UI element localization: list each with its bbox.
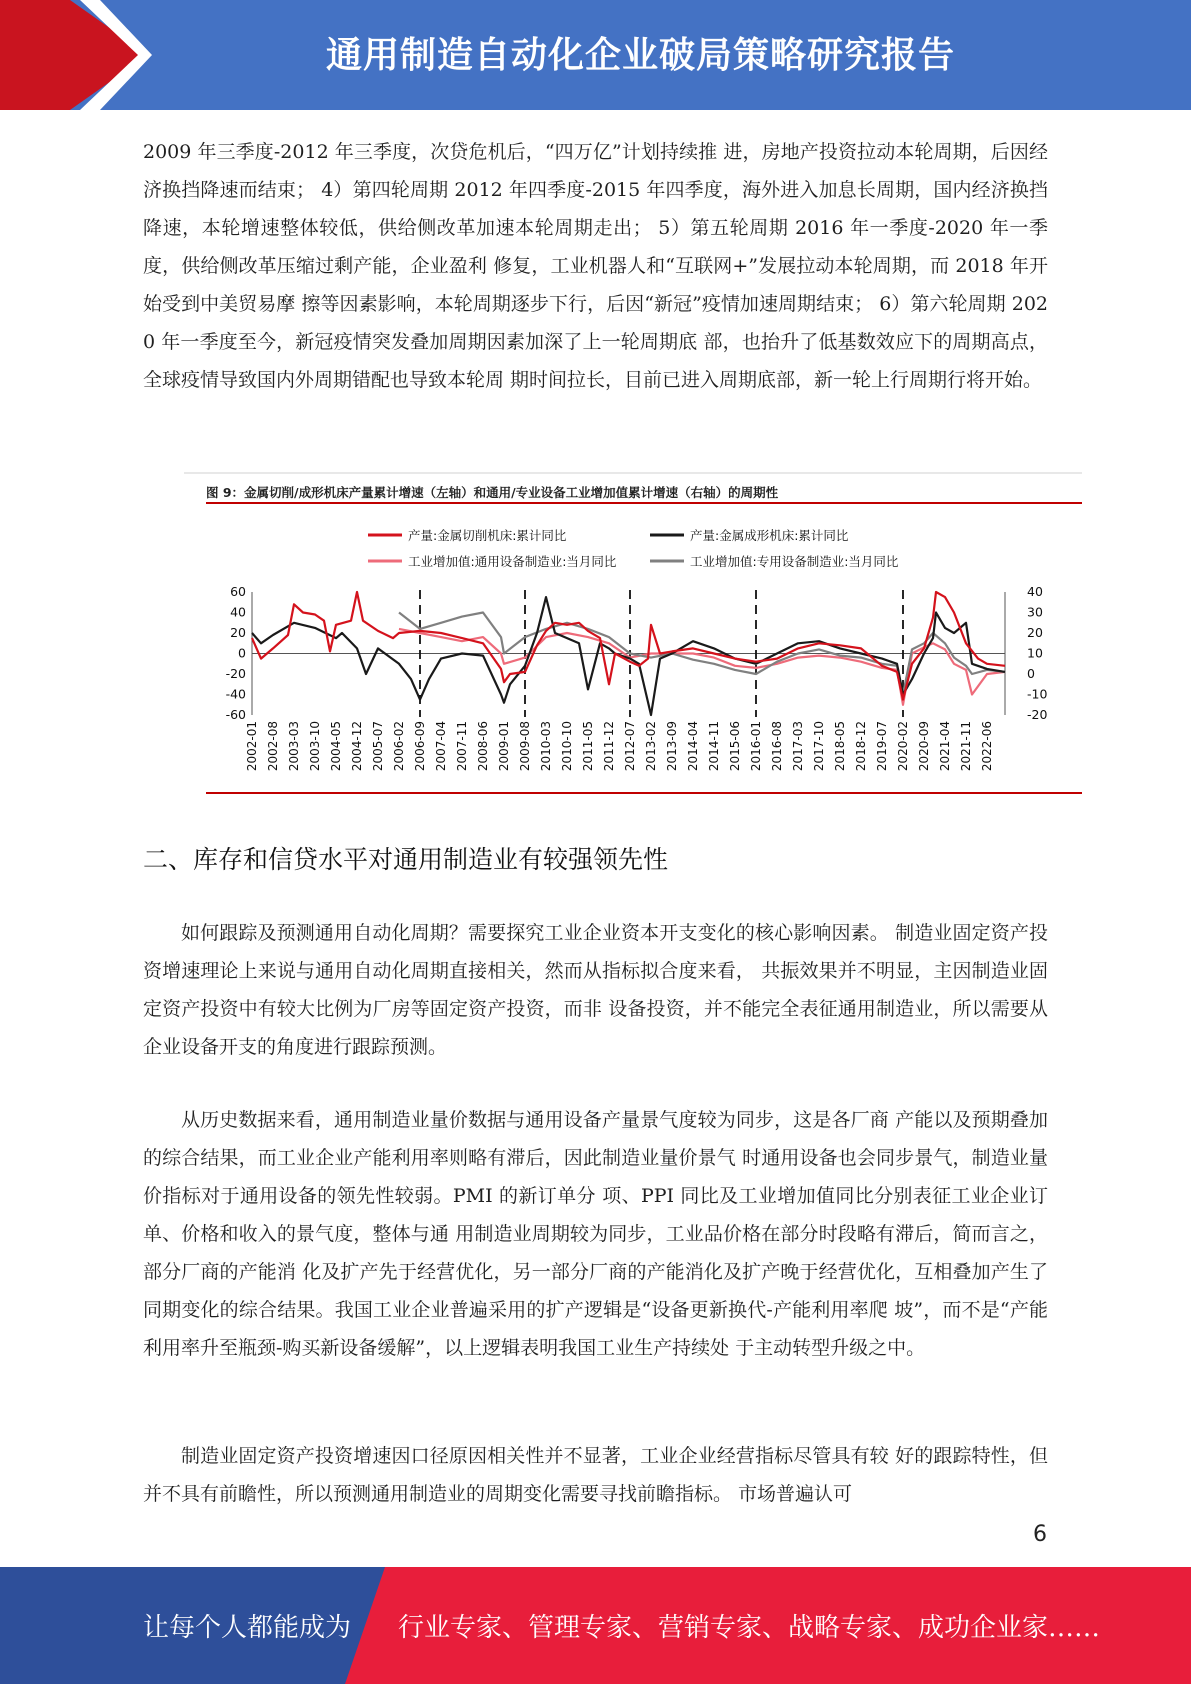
x-axis-tick-label: 2021-04: [938, 721, 952, 772]
x-axis-tick-label: 2005-07: [371, 721, 385, 772]
x-axis-tick-label: 2013-09: [665, 721, 679, 772]
x-axis-tick-label: 2016-08: [770, 721, 784, 772]
figure-bottom-rule: [206, 792, 1082, 794]
x-axis-tick-label: 2004-12: [350, 721, 364, 772]
x-axis-tick-label: 2015-06: [728, 721, 742, 772]
page-number: 6: [1033, 1522, 1047, 1547]
x-axis-tick-label: 2010-10: [560, 721, 574, 772]
x-axis-tick-label: 2017-03: [791, 721, 805, 772]
x-axis-tick-label: 2012-07: [623, 721, 637, 772]
x-axis-tick-label: 2009-08: [518, 721, 532, 772]
figure-caption-rule: [206, 502, 1082, 504]
left-axis-tick-label: 60: [230, 584, 246, 599]
x-axis-tick-label: 2014-04: [686, 721, 700, 772]
left-axis-tick-label: 0: [238, 645, 246, 661]
x-axis-tick-label: 2004-05: [329, 721, 343, 772]
footer-banner: [0, 1567, 1191, 1684]
cycle-line-chart: [200, 510, 1080, 792]
right-axis-tick-label: 0: [1027, 666, 1035, 681]
x-axis-tick-label: 2006-09: [413, 721, 427, 772]
header-arrow-decoration: [0, 0, 170, 110]
x-axis-tick-label: 2013-02: [644, 721, 658, 772]
x-axis-tick-label: 2002-08: [266, 721, 280, 772]
x-axis-tick-label: 2018-05: [833, 721, 847, 772]
legend-label: 产量:金属成形机床:累计同比: [690, 528, 849, 543]
right-axis-tick-label: 40: [1027, 584, 1043, 599]
figure-top-divider: [184, 472, 1082, 474]
footer-slogan-left: 让每个人都能成为: [143, 1613, 352, 1643]
x-axis-tick-label: 2009-01: [497, 721, 511, 772]
x-axis-tick-label: 2007-04: [434, 721, 448, 772]
x-axis-tick-label: 2006-02: [392, 721, 406, 772]
x-axis-tick-label: 2021-11: [959, 721, 973, 772]
left-axis-tick-label: 20: [230, 625, 246, 640]
report-title: 通用制造自动化企业破局策略研究报告: [325, 34, 955, 76]
right-axis-tick-label: 30: [1027, 604, 1043, 620]
left-axis-tick-label: -40: [225, 686, 246, 702]
x-axis-tick-label: 2011-12: [602, 721, 616, 772]
report-header: [0, 0, 1191, 110]
x-axis-tick-label: 2014-11: [707, 721, 721, 772]
x-axis-tick-label: 2022-06: [980, 721, 994, 772]
right-axis-tick-label: -10: [1027, 686, 1048, 702]
footer-slogan-right: 行业专家、管理专家、营销专家、战略专家、成功企业家……: [398, 1613, 1101, 1643]
section-paragraph-1: 如何跟踪及预测通用自动化周期？需要探究工业企业资本开支变化的核心影响因素。 制造业固定资产投资增速理论上来说与通用自动化周期直接相关，然而从指标拟合度来看， 共振效果并不明显，主因制造业固定资产投资中有较大比例为厂房等固定资产投资，而非 设备投资，并不能完全表征通用制造业，所以需要从企业设备开支的角度进行跟踪预测。: [143, 922, 1048, 1058]
right-axis-tick-label: 20: [1027, 625, 1043, 640]
legend-label: 产量:金属切削机床:累计同比: [408, 528, 567, 543]
right-axis-tick-label: -20: [1027, 707, 1048, 722]
x-axis-tick-label: 2017-10: [812, 721, 826, 772]
x-axis-tick-label: 2007-11: [455, 721, 469, 772]
left-axis-tick-label: -60: [225, 707, 246, 722]
x-axis-tick-label: 2019-07: [875, 721, 889, 772]
legend-label: 工业增加值:通用设备制造业:当月同比: [408, 554, 617, 569]
right-axis-tick-label: 10: [1027, 645, 1043, 661]
series-line-3: [399, 629, 1005, 705]
x-axis-tick-label: 2008-06: [476, 721, 490, 772]
left-axis-tick-label: -20: [225, 666, 246, 681]
left-axis-tick-label: 40: [230, 604, 246, 620]
series-line-1: [252, 592, 1005, 700]
legend-label: 工业增加值:专用设备制造业:当月同比: [690, 554, 899, 569]
x-axis-tick-label: 2010-03: [539, 721, 553, 772]
x-axis-tick-label: 2002-01: [245, 721, 259, 772]
x-axis-tick-label: 2018-12: [854, 721, 868, 772]
x-axis-tick-label: 2020-09: [917, 721, 931, 772]
x-axis-tick-label: 2016-01: [749, 721, 763, 772]
x-axis-tick-label: 2020-02: [896, 721, 910, 772]
x-axis-tick-label: 2011-05: [581, 721, 595, 772]
section-paragraph-2: 从历史数据来看，通用制造业量价数据与通用设备产量景气度较为同步，这是各厂商 产能以及预期叠加的综合结果，而工业企业产能利用率则略有滞后，因此制造业量价景气 时通用设备也会同步景气，制造业量价指标对于通用设备的领先性较弱。PMI 的新订单分 项、PPI 同比及工业增加值同比分别表征工业企业订单、价格和收入的景气度，整体与通 用制造业周期较为同步，工业品价格在部分时段略有滞后，简而言之，部分厂商的产能消 化及扩产先于经营优化，另一部分厂商的产能消化及扩产晚于经营优化，互相叠加产生了 同期变化的综合结果。我国工业企业普遍采用的扩产逻辑是“设备更新换代-产能利用率爬 坡”，而不是“产能利用率升至瓶颈-购买新设备缓解”，以上逻辑表明我国工业生产持续处 于主动转型升级之中。: [143, 1109, 1048, 1359]
section-heading: 二、库存和信贷水平对通用制造业有较强领先性: [143, 845, 669, 874]
x-axis-tick-label: 2003-03: [287, 721, 301, 772]
figure-caption: 图 9：金属切削/成形机床产量累计增速（左轴）和通用/专业设备工业增加值累计增速（右轴）的周期性: [206, 485, 779, 500]
intro-paragraph: 2009 年三季度-2012 年三季度，次贷危机后，“四万亿”计划持续推 进，房地产投资拉动本轮周期，后因经济换挡降速而结束； 4）第四轮周期 2012 年四季度-2015 年四季度，海外进入加息长周期，国内经济换挡 降速，本轮增速整体较低，供给侧改革加速本轮周期走出； 5）第五轮周期 2016 年一季度-2020 年一季度，供给侧改革压缩过剩产能，企业盈利 修复，工业机器人和“互联网+”发展拉动本轮周期，而 2018 年开始受到中美贸易摩 擦等因素影响，本轮周期逐步下行，后因“新冠”疫情加速周期结束； 6）第六轮周期 2020 年一季度至今，新冠疫情突发叠加周期因素加深了上一轮周期底 部，也抬升了低基数效应下的周期高点，全球疫情导致国内外周期错配也导致本轮周 期时间拉长，目前已进入周期底部，新一轮上行周期行将开始。: [143, 141, 1048, 391]
section-paragraph-3: 制造业固定资产投资增速因口径原因相关性并不显著，工业企业经营指标尽管具有较 好的跟踪特性，但并不具有前瞻性，所以预测通用制造业的周期变化需要寻找前瞻指标。 市场普遍认可: [143, 1445, 1048, 1505]
x-axis-tick-label: 2003-10: [308, 721, 322, 772]
